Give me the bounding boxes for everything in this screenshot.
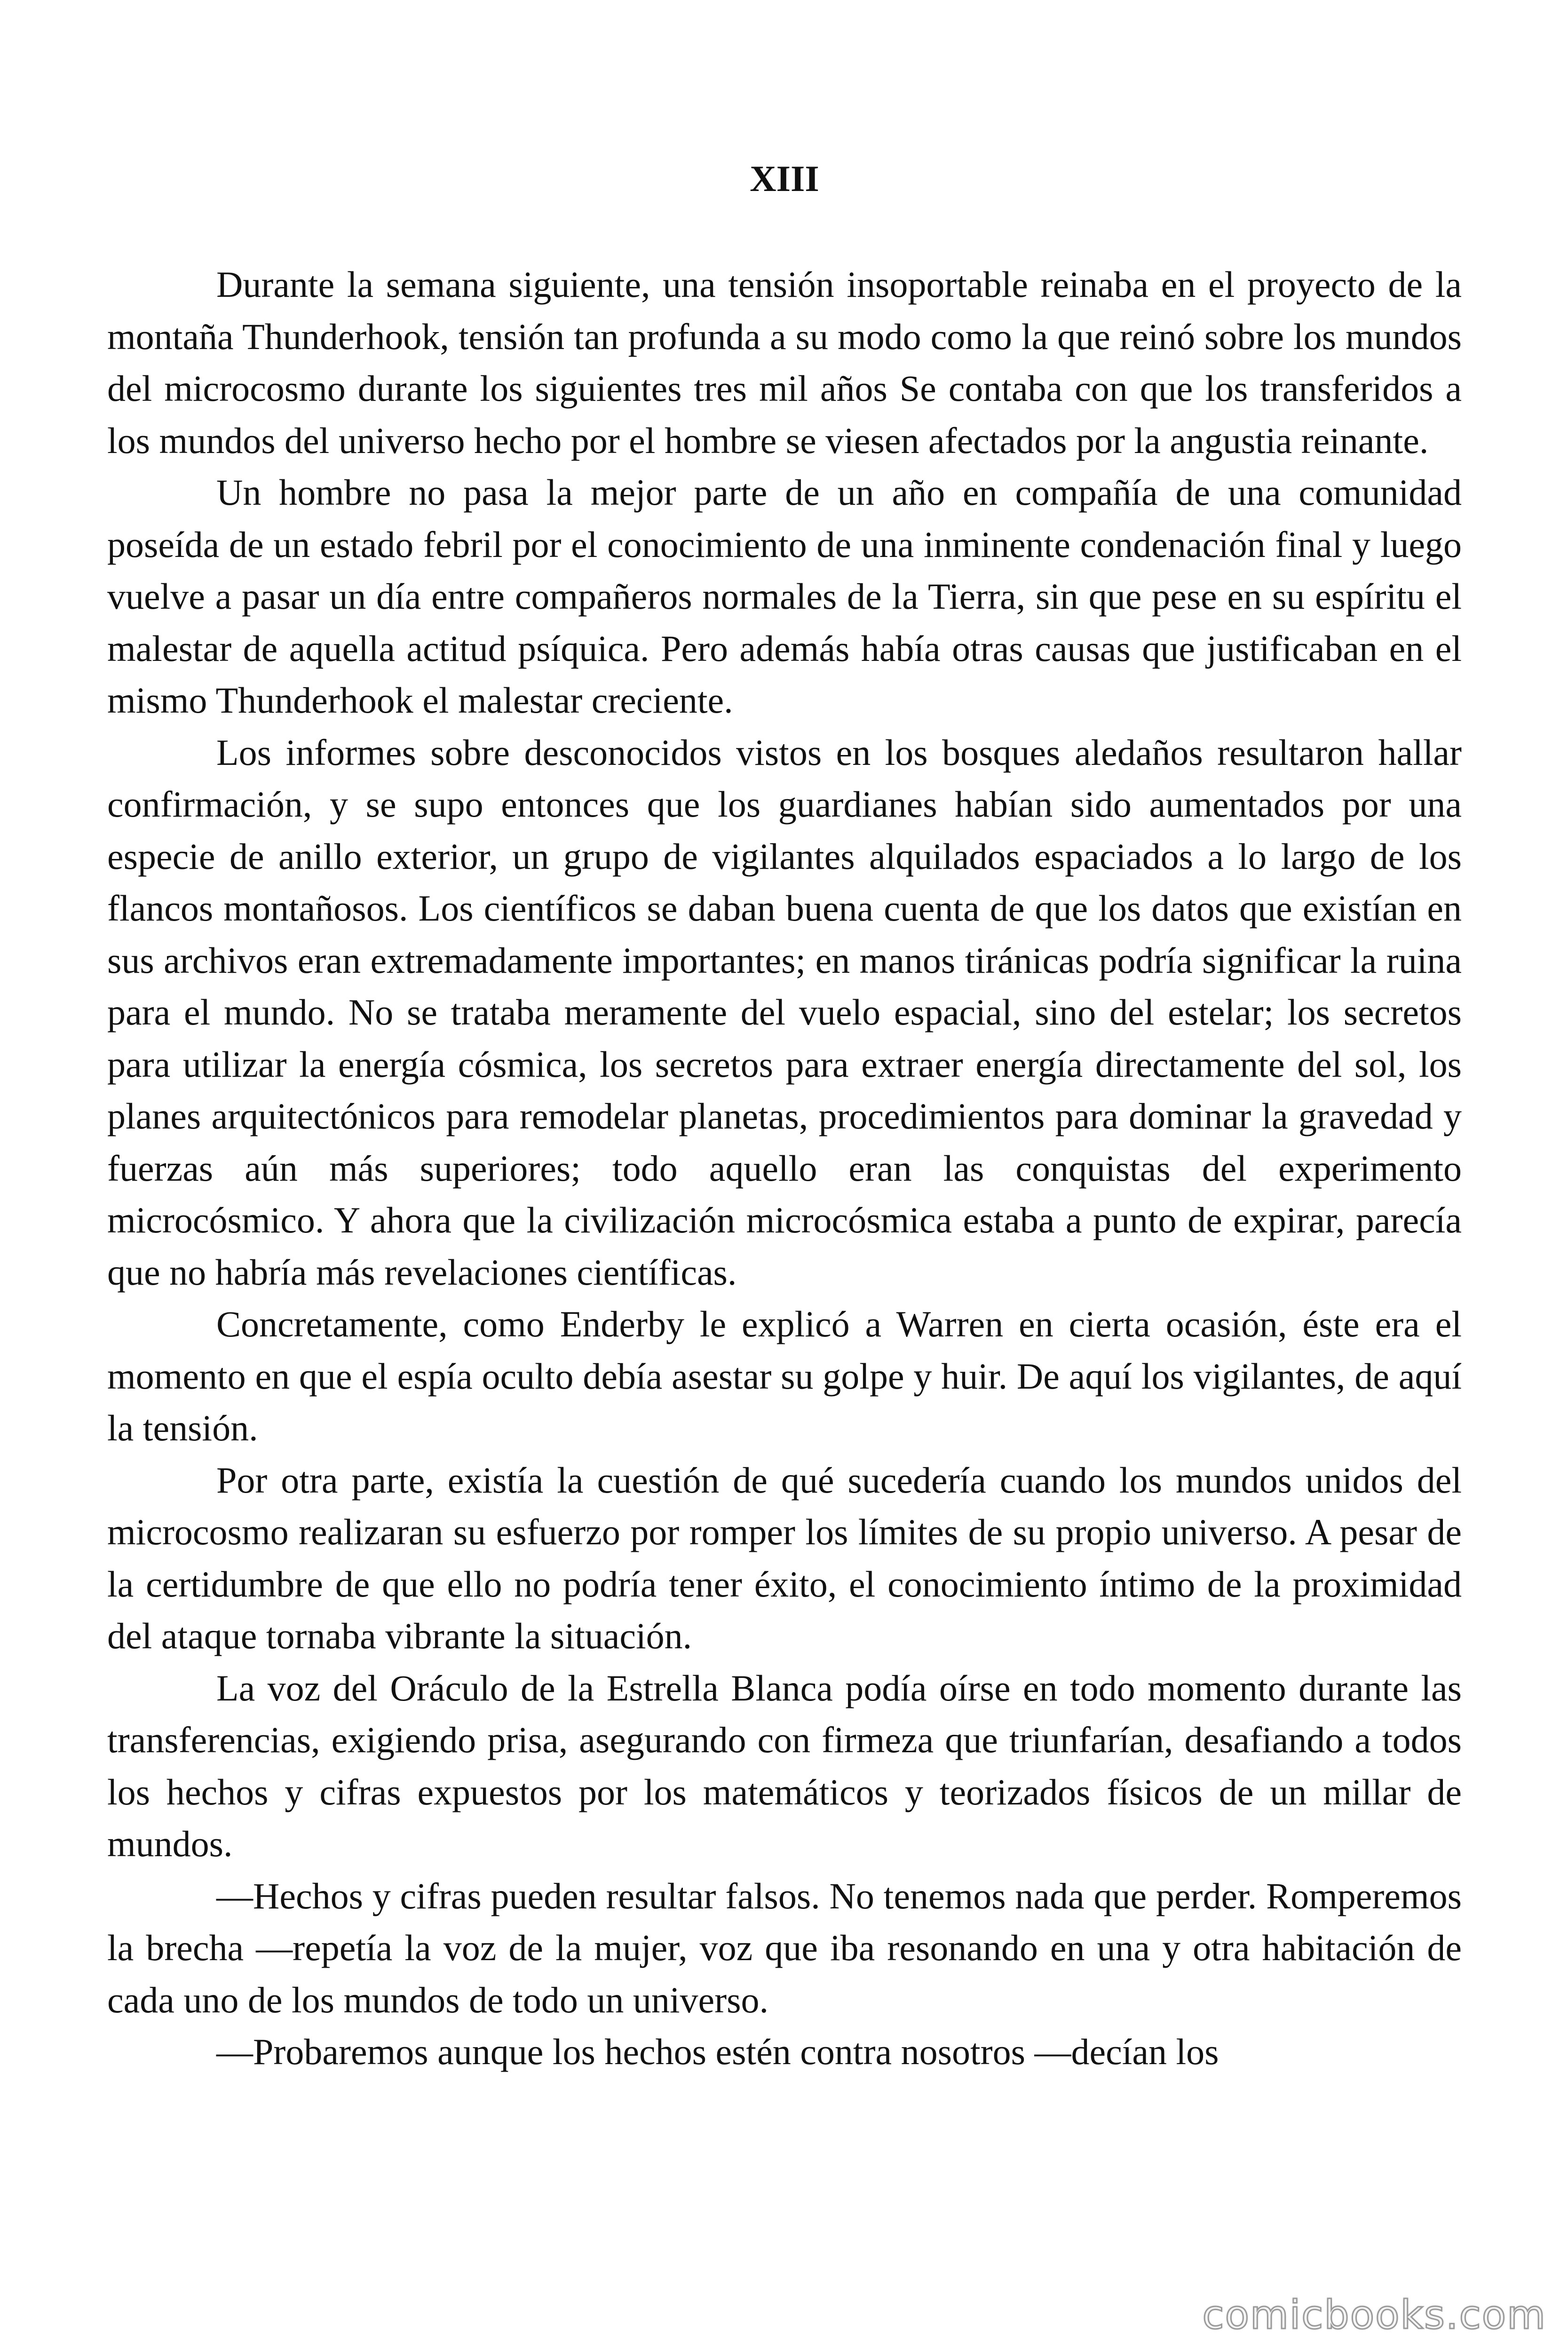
paragraph: Concretamente, como Enderby le explicó a Warren en cierta ocasión, éste era el momento en que el espía oculto debía asestar su golpe y huir. De aquí los vigilantes, de aquí la tensión. [107,1303,1462,1448]
paragraph: —Hechos y cifras pueden resultar falsos. No tenemos nada que perder. Romperemos la brecha —repetía la voz de la mujer, voz que iba resonando en una y otra habitación de cada uno de los mundos de todo un universo. [107,1875,1462,2020]
book-page [107,155,1462,2078]
paragraph: La voz del Oráculo de la Estrella Blanca podía oírse en todo momento durante las transferencias, exigiendo prisa, asegurando con firmeza que triunfarían, desafiando a todos los hechos y cifras expuestos por los matemáticos y teorizados físicos de un millar de mundos. [107,1667,1462,1864]
chapter-title: XIII [750,158,819,199]
paragraph: Por otra parte, existía la cuestión de qué sucedería cuando los mundos unidos del microcosmo realizaran su esfuerzo por romper los límites de su propio universo. A pesar de la certidumbre de que ello no podría tener éxito, el conocimiento íntimo de la proximidad del ataque tornaba vibrante la situación. [107,1459,1462,1656]
paragraph: Un hombre no pasa la mejor parte de un año en compañía de una comunidad poseída de un estado febril por el conocimiento de una inminente condenación final y luego vuelve a pasar un día entre compañeros normales de la Tierra, sin que pese en su espíritu el malestar de aquella actitud psíquica. Pero además había otras causas que justificaban en el mismo Thunderhook el malestar creciente. [107,472,1462,721]
paragraph: —Probaremos aunque los hechos estén contra nosotros —decían los [216,2031,1219,2072]
watermark-logo: comicbooks.com [1202,2292,1546,2338]
paragraph: Durante la semana siguiente, una tensión insoportable reinaba en el proyecto de la montaña Thunderhook, tensión tan profunda a su modo como la que reinó sobre los mundos del microcosmo durante los siguientes tres mil años Se contaba con que los transferidos a los mundos del universo hecho por el hombre se viesen afectados por la angustia reinante. [107,264,1462,461]
chapter-body [107,259,1462,2078]
paragraph: Los informes sobre desconocidos vistos en los bosques aledaños resultaron hallar confirmación, y se supo entonces que los guardianes habían sido aumentados por una especie de anillo exterior, un grupo de vigilantes alquilados espaciados a lo largo de los flancos montañosos. Los científicos se daban buena cuenta de que los datos que existían en sus archivos eran extremadamente importantes; en manos tiránicas podría significar la ruina para el mundo. No se trataba meramente del vuelo espacial, sino del estelar; los secretos para utilizar la energía cósmica, los secretos para extraer energía directamente del sol, los planes arquitectónicos para remodelar planetas, procedimientos para dominar la gravedad y fuerzas aún más superiores; todo aquello eran las conquistas del experimento microcósmico. Y ahora que la civilización microcósmica estaba a punto de expirar, parecía que no habría más revelaciones científicas. [107,731,1462,1293]
